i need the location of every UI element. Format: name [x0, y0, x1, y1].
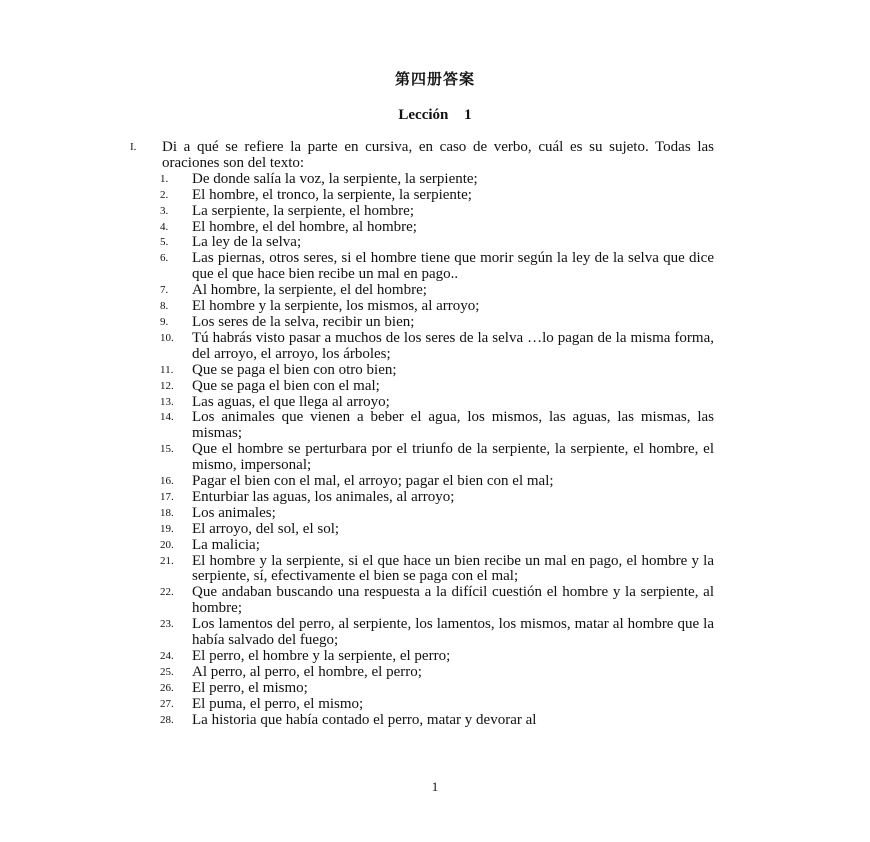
answer-number: 28. — [160, 713, 174, 726]
answer-text: El perro, el mismo; — [192, 679, 308, 696]
page-number: 1 — [431, 779, 439, 794]
answer-number: 7. — [160, 284, 169, 297]
answer-number: 9. — [160, 315, 169, 328]
answer-item — [130, 235, 714, 251]
answer-text: El puma, el perro, el mismo; — [192, 695, 364, 712]
answer-text: Las piernas, otros seres, si el hombre tiene que morir según la ley de la selva que dice que el que hace bien recibe un mal en pago.. — [192, 250, 714, 283]
answer-number: 6. — [160, 252, 169, 265]
answer-item — [130, 522, 714, 538]
answer-item — [130, 442, 714, 474]
answer-text: El hombre y la serpiente, si el que hace un bien recibe un mal en pago, el hombre y la serpiente, sí, efectivamente el bien se paga con el mal; — [192, 552, 714, 585]
answer-item — [130, 713, 714, 729]
answer-text: Que se paga el bien con el mal; — [192, 377, 380, 394]
answer-number: 17. — [160, 490, 174, 503]
answer-number: 25. — [160, 665, 174, 678]
answer-number: 26. — [160, 681, 174, 694]
answer-text: Los animales que vienen a beber el agua, los mismos, las aguas, las mismas, las mismas; — [192, 409, 714, 442]
answer-number: 14. — [160, 411, 174, 424]
answer-item — [130, 251, 714, 283]
answer-item — [130, 283, 714, 299]
answer-item — [130, 697, 714, 713]
answer-item — [130, 379, 714, 395]
answer-text: Al hombre, la serpiente, el del hombre; — [192, 282, 427, 299]
answer-text: Que se paga el bien con otro bien; — [192, 361, 397, 378]
answer-item — [130, 315, 714, 331]
answer-text: Enturbiar las aguas, los animales, al arroyo; — [192, 488, 455, 505]
answer-text: Los seres de la selva, recibir un bien; — [192, 313, 415, 330]
answer-text: Tú habrás visto pasar a muchos de los seres de la selva …lo pagan de la misma forma, del arroyo, el arroyo, los árboles; — [192, 329, 714, 362]
answer-text: La malicia; — [192, 536, 260, 553]
answer-text: El hombre, el del hombre, al hombre; — [192, 218, 417, 235]
answer-item — [130, 538, 714, 554]
answer-text: La serpiente, la serpiente, el hombre; — [192, 202, 414, 219]
answer-number: 27. — [160, 697, 174, 710]
answer-text: El arroyo, del sol, el sol; — [192, 520, 340, 537]
answer-item — [130, 474, 714, 490]
answer-item — [130, 395, 714, 411]
answer-number: 2. — [160, 188, 169, 201]
answer-text: Que andaban buscando una respuesta a la difícil cuestión el hombre y la serpiente, al hombre; — [192, 584, 714, 617]
answer-number: 3. — [160, 204, 169, 217]
answer-number: 18. — [160, 506, 174, 519]
answer-text: Pagar el bien con el mal, el arroyo; pagar el bien con el mal; — [192, 473, 554, 490]
answer-text: Que el hombre se perturbara por el triunfo de la serpiente, la serpiente, el hombre, el mismo, impersonal; — [192, 441, 714, 474]
answer-number: 11. — [160, 363, 174, 376]
answer-item — [130, 363, 714, 379]
answer-item — [130, 299, 714, 315]
answer-number: 8. — [160, 300, 169, 313]
answer-text: El perro, el hombre y la serpiente, el perro; — [192, 648, 451, 664]
answer-item — [130, 554, 714, 586]
answer-item — [130, 188, 714, 204]
answer-number: 1. — [160, 172, 169, 185]
answer-item — [130, 204, 714, 220]
lesson-title: Lección 1 — [398, 107, 472, 123]
answer-item — [130, 410, 714, 442]
answer-number: 10. — [160, 331, 174, 344]
answer-item — [130, 649, 714, 665]
answer-text: Las aguas, el que llega al arroyo; — [192, 393, 390, 410]
answer-text: De donde salía la voz, la serpiente, la serpiente; — [192, 170, 478, 187]
answer-item — [130, 585, 714, 617]
answer-text: El hombre, el tronco, la serpiente, la serpiente; — [192, 186, 472, 203]
answer-number: 5. — [160, 236, 169, 249]
section-prompt: Di a qué se refiere la parte en cursiva, en caso de verbo, cuál es su sujeto. Todas las oraciones son del texto: — [162, 139, 714, 171]
answer-number: 13. — [160, 395, 174, 408]
exercise-section — [130, 140, 714, 729]
answer-text: Al perro, al perro, el hombre, el perro; — [192, 663, 422, 680]
section-number: I. — [130, 141, 137, 153]
answer-number: 16. — [160, 475, 174, 488]
answer-number: 21. — [160, 554, 174, 567]
answer-number: 22. — [160, 586, 174, 599]
answer-text: Los lamentos del perro, al serpiente, los lamentos, los mismos, matar al hombre que la había salvado del fuego; — [192, 616, 714, 649]
answer-text: La ley de la selva; — [192, 234, 302, 251]
answer-item — [130, 172, 714, 188]
answer-item — [130, 490, 714, 506]
answer-item — [130, 617, 714, 649]
answer-text: Los animales; — [192, 504, 276, 521]
answer-number: 15. — [160, 443, 174, 456]
answer-item — [130, 220, 714, 236]
answer-item — [130, 665, 714, 681]
answer-item — [130, 506, 714, 522]
answer-number: 23. — [160, 618, 174, 631]
answer-number: 12. — [160, 379, 174, 392]
answer-item — [130, 681, 714, 697]
answer-number: 19. — [160, 522, 174, 535]
answer-number: 4. — [160, 220, 169, 233]
answer-item — [130, 331, 714, 363]
answer-text: La historia que había contado el perro, matar y devorar al — [192, 711, 537, 728]
answer-number: 20. — [160, 538, 174, 551]
document-title: 第四册答案 — [394, 72, 475, 88]
answer-list — [130, 172, 714, 729]
answer-text: El hombre y la serpiente, los mismos, al arroyo; — [192, 298, 480, 315]
answer-number: 24. — [160, 650, 174, 662]
